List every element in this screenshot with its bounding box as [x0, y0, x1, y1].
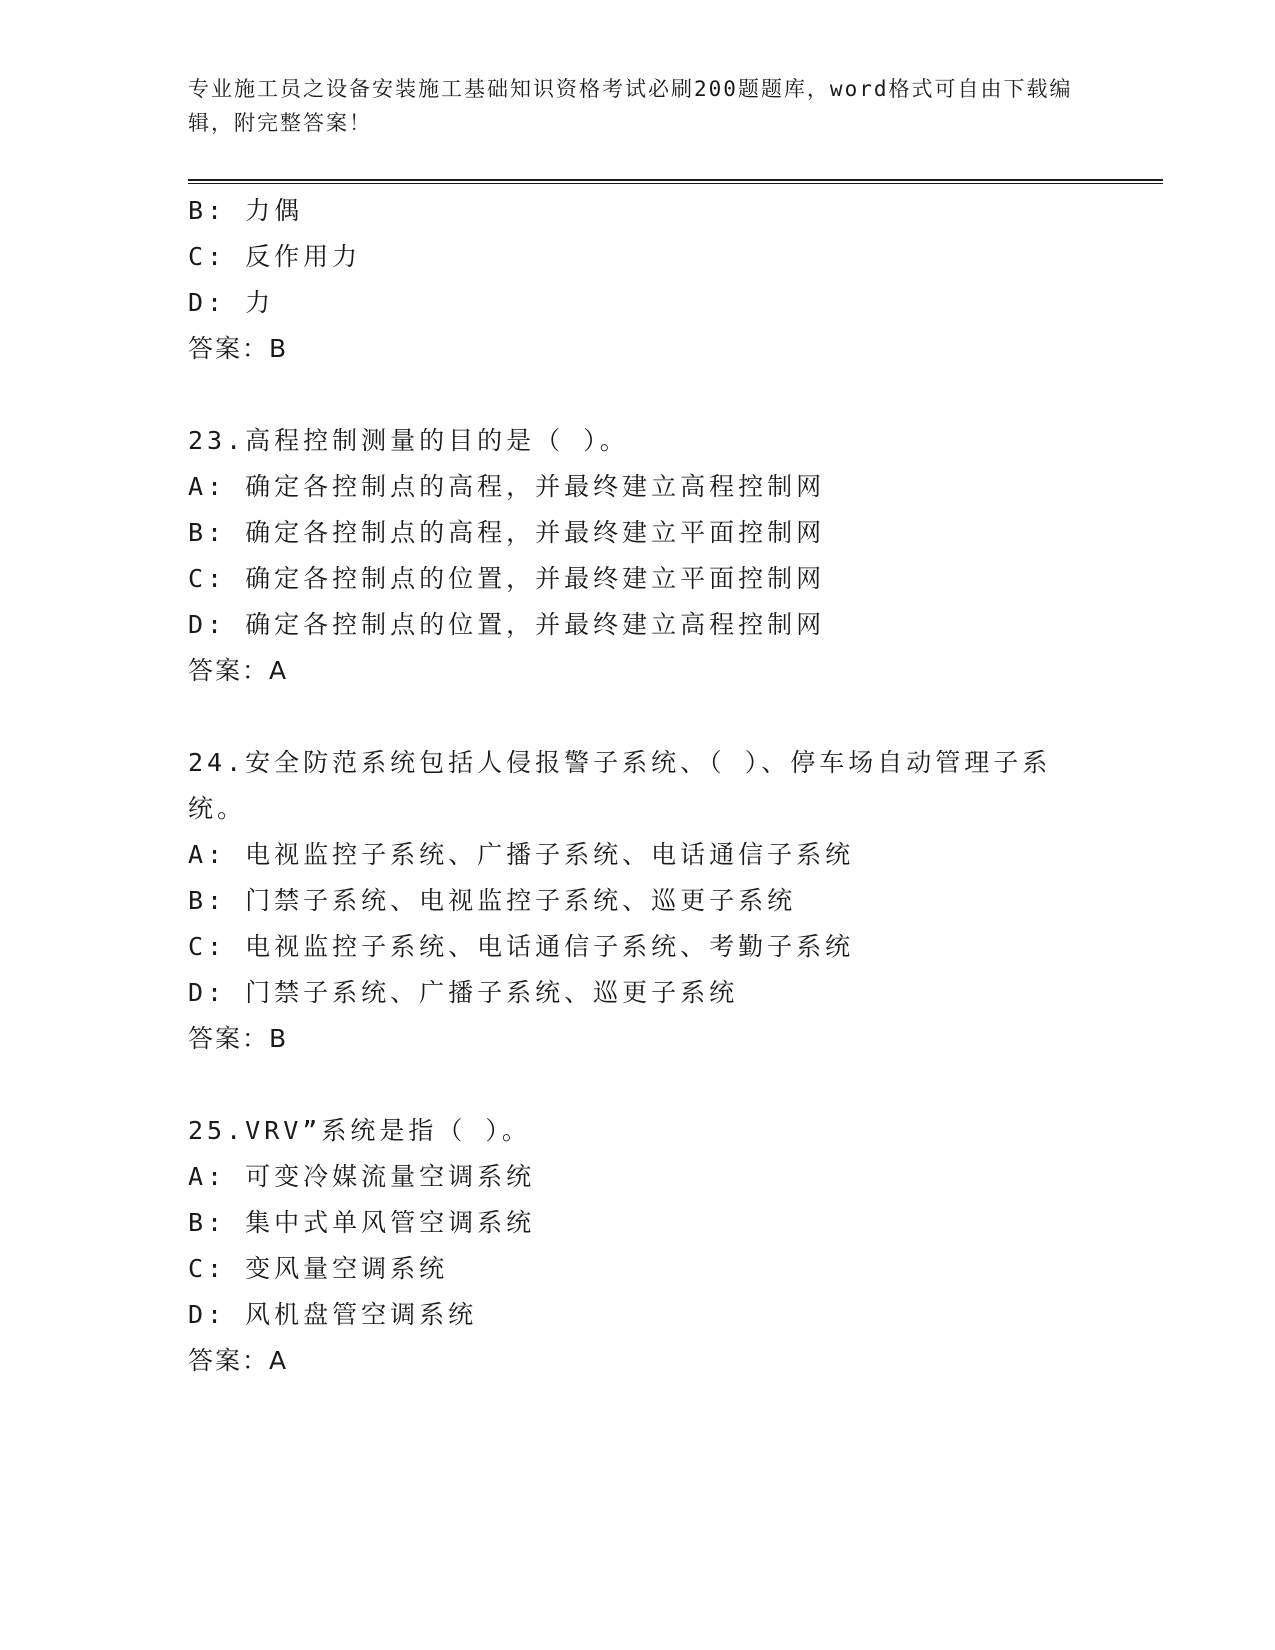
option-letter: B:	[188, 886, 227, 915]
answer-line: 答案：A	[188, 656, 289, 685]
option-a	[188, 464, 1088, 510]
answer-line: 答案：A	[188, 1346, 289, 1375]
option-b	[188, 1200, 1088, 1246]
option-text: 确定各控制点的位置，并最终建立高程控制网	[245, 610, 826, 639]
option-letter: D:	[188, 610, 227, 639]
question-list	[188, 188, 1088, 1384]
option-letter: D:	[188, 288, 227, 317]
option-c	[188, 556, 1088, 602]
option-text: 反作用力	[245, 242, 362, 271]
option-b	[188, 878, 1088, 924]
option-d	[188, 280, 1088, 326]
option-c	[188, 234, 1088, 280]
header-rule-thick	[188, 179, 1163, 181]
option-b	[188, 510, 1088, 556]
option-letter: C:	[188, 932, 227, 961]
option-a	[188, 832, 1088, 878]
option-letter: C:	[188, 564, 227, 593]
option-text: 力	[245, 288, 275, 317]
option-text: 集中式单风管空调系统	[245, 1208, 536, 1237]
option-text: 可变冷媒流量空调系统	[245, 1162, 536, 1191]
option-d	[188, 970, 1088, 1016]
option-letter: B:	[188, 1208, 227, 1237]
option-text: 确定各控制点的位置，并最终建立平面控制网	[245, 564, 826, 593]
question-25	[188, 1108, 1088, 1384]
question-stem: 23.高程控制测量的目的是（ ）。	[188, 426, 629, 455]
document-title: 专业施工员之设备安装施工基础知识资格考试必刷200题题库，word格式可自由下载编辑，附完整答案！	[188, 77, 1073, 135]
spacer	[188, 372, 1088, 418]
option-text: 力偶	[245, 196, 304, 225]
option-letter: A:	[188, 472, 227, 501]
option-text: 门禁子系统、电视监控子系统、巡更子系统	[245, 886, 797, 915]
option-text: 电视监控子系统、电话通信子系统、考勤子系统	[245, 932, 855, 961]
question-stem: 24.安全防范系统包括人侵报警子系统、（ ）、停车场自动管理子系统。	[188, 748, 1052, 823]
option-text: 门禁子系统、广播子系统、巡更子系统	[245, 978, 739, 1007]
option-b	[188, 188, 1088, 234]
header-rule-thin	[188, 183, 1163, 184]
option-text: 确定各控制点的高程，并最终建立高程控制网	[245, 472, 826, 501]
spacer	[188, 694, 1088, 740]
option-c	[188, 1246, 1088, 1292]
option-letter: B:	[188, 518, 227, 547]
option-text: 风机盘管空调系统	[245, 1300, 478, 1329]
option-text: 确定各控制点的高程，并最终建立平面控制网	[245, 518, 826, 547]
question-24	[188, 740, 1088, 1062]
question-prev	[188, 188, 1088, 372]
answer-line: 答案：B	[188, 1024, 289, 1053]
option-letter: D:	[188, 978, 227, 1007]
option-d	[188, 1292, 1088, 1338]
spacer	[188, 1062, 1088, 1108]
option-letter: A:	[188, 840, 227, 869]
question-23	[188, 418, 1088, 694]
option-text: 变风量空调系统	[245, 1254, 449, 1283]
option-a	[188, 1154, 1088, 1200]
option-text: 电视监控子系统、广播子系统、电话通信子系统	[245, 840, 855, 869]
option-c	[188, 924, 1088, 970]
question-stem: 25.VRV”系统是指（ ）。	[188, 1116, 531, 1145]
option-letter: B:	[188, 196, 227, 225]
document-header	[188, 72, 1088, 140]
option-letter: A:	[188, 1162, 227, 1191]
option-letter: D:	[188, 1300, 227, 1329]
option-letter: C:	[188, 242, 227, 271]
option-d	[188, 602, 1088, 648]
option-letter: C:	[188, 1254, 227, 1283]
answer-line: 答案：B	[188, 334, 289, 363]
